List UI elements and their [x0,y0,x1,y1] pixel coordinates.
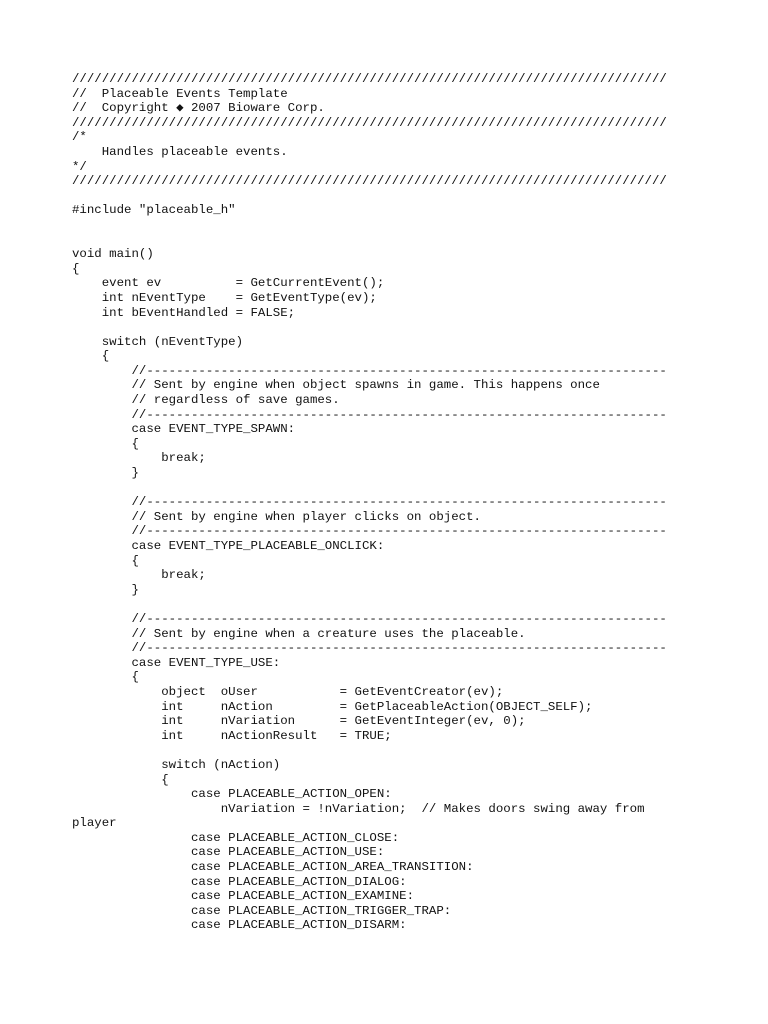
code-line: // Placeable Events Template [72,86,288,101]
code-line: int bEventHandled = FALSE; [72,305,296,320]
code-line: case EVENT_TYPE_PLACEABLE_ONCLICK: [72,539,385,553]
code-line: */ [72,159,87,174]
code-line: { [72,349,110,364]
code-line [72,233,712,248]
code-line: //---------------------------------------------------------------------- [72,407,667,422]
code-line [72,218,712,233]
code-line: // regardless of save games. [72,393,340,408]
code-line: { [72,553,139,568]
code-line: case EVENT_TYPE_SPAWN: [72,422,296,437]
code-line: nVariation = !nVariation; // Makes doors swing away from [72,801,645,816]
code-line: //////////////////////////////////////////////////////////////////////////////// [72,72,667,86]
code-line: switch (nAction) [72,757,281,772]
code-line: { [72,261,80,276]
code-line [72,743,712,758]
code-line: object oUser = GetEventCreator(ev); [72,684,504,699]
code-line: case PLACEABLE_ACTION_CLOSE: [72,830,400,845]
code-line: //////////////////////////////////////////////////////////////////////////////// [72,115,667,130]
code-line: #include "placeable_h" [72,203,236,218]
code-line: { [72,436,139,451]
code-line: case PLACEABLE_ACTION_DISARM: [72,918,407,933]
code-line: break; [72,568,206,583]
code-line: break; [72,451,206,466]
code-line: //---------------------------------------------------------------------- [72,524,667,539]
code-listing [72,72,712,933]
code-line: case PLACEABLE_ACTION_TRIGGER_TRAP: [72,903,452,918]
code-line: int nVariation = GetEventInteger(ev, 0); [72,714,526,729]
code-line: // Sent by engine when object spawns in game. This happens once [72,378,600,393]
code-line: switch (nEventType) [72,334,244,349]
code-line: } [72,466,139,481]
code-line: { [72,772,169,787]
code-line: case PLACEABLE_ACTION_DIALOG: [72,874,407,889]
code-line: //---------------------------------------------------------------------- [72,641,667,656]
code-line: int nActionResult = TRUE; [72,728,392,743]
code-line: int nAction = GetPlaceableAction(OBJECT_SELF); [72,699,593,714]
code-line: case PLACEABLE_ACTION_EXAMINE: [72,889,415,904]
code-line: int nEventType = GetEventType(ev); [72,290,377,305]
code-line: // Sent by engine when a creature uses the placeable. [72,626,526,641]
code-line: { [72,670,139,685]
code-line [72,320,712,335]
code-line: case EVENT_TYPE_USE: [72,655,281,670]
code-line: event ev = GetCurrentEvent(); [72,276,385,291]
code-line: // Sent by engine when player clicks on object. [72,509,481,524]
code-line: //---------------------------------------------------------------------- [72,611,667,626]
code-line: } [72,582,139,597]
code-line: case PLACEABLE_ACTION_USE: [72,845,385,860]
code-line: //---------------------------------------------------------------------- [72,495,667,510]
code-line [72,481,712,496]
code-line: // Copyright ◆ 2007 Bioware Corp. [72,101,325,116]
code-line: player [72,816,117,831]
code-line [72,597,712,612]
code-line [72,189,712,204]
code-line: case PLACEABLE_ACTION_AREA_TRANSITION: [72,860,474,875]
code-line: /* [72,130,87,145]
code-line: //---------------------------------------------------------------------- [72,363,667,378]
code-line: case PLACEABLE_ACTION_OPEN: [72,787,392,802]
code-line: Handles placeable events. [72,144,288,159]
code-line: //////////////////////////////////////////////////////////////////////////////// [72,174,667,189]
code-line: void main() [72,247,154,262]
